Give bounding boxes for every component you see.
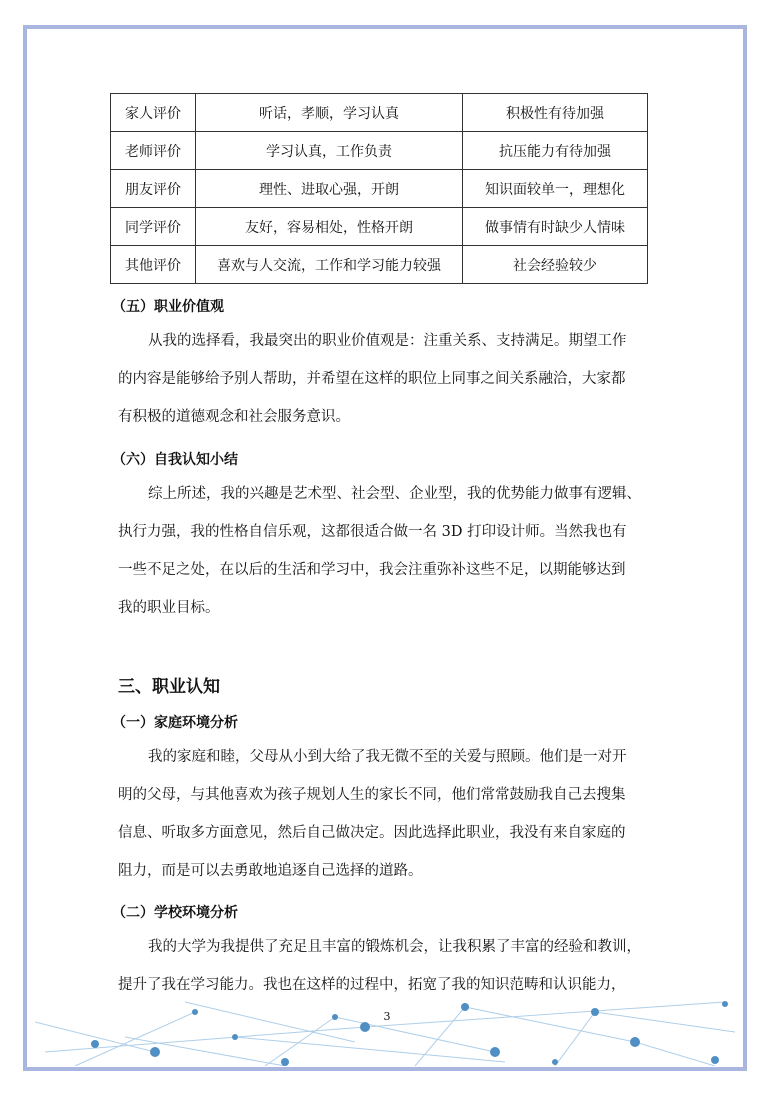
weakness-cell: 积极性有待加强 xyxy=(463,94,648,132)
evaluator-cell: 家人评价 xyxy=(111,94,196,132)
paragraph-line: 我的大学为我提供了充足且丰富的锻炼机会，让我积累了丰富的经验和教训， xyxy=(148,939,641,955)
evaluation-row xyxy=(111,132,648,170)
paragraph-line: 有积极的道德观念和社会服务意识。 xyxy=(118,409,350,425)
paragraph-line: 一些不足之处，在以后的生活和学习中，我会注重弥补这些不足，以期能够达到 xyxy=(118,562,626,578)
evaluator-cell: 同学评价 xyxy=(111,208,196,246)
evaluator-cell: 其他评价 xyxy=(111,246,196,284)
paragraph-line: 执行力强，我的性格自信乐观，这都很适合做一名 3D 打印设计师。当然我也有 xyxy=(118,524,627,540)
chapter-heading: 三、职业认知 xyxy=(118,677,220,697)
values-heading: （五）职业价值观 xyxy=(112,299,224,315)
summary-heading: （六）自我认知小结 xyxy=(112,452,238,468)
paragraph-line: 信息、听取多方面意见，然后自己做决定。因此选择此职业，我没有来自家庭的 xyxy=(118,825,626,841)
family-heading: （一）家庭环境分析 xyxy=(112,715,238,731)
paragraph-line: 我的职业目标。 xyxy=(118,600,220,616)
evaluation-row xyxy=(111,94,648,132)
paragraph-line: 我的家庭和睦，父母从小到大给了我无微不至的关爱与照顾。他们是一对开 xyxy=(148,749,627,765)
page-number: 3 xyxy=(383,1010,391,1023)
strength-cell: 喜欢与人交流，工作和学习能力较强 xyxy=(196,246,463,284)
strength-cell: 友好，容易相处，性格开朗 xyxy=(196,208,463,246)
summary-paragraph xyxy=(118,475,654,627)
weakness-cell: 做事情有时缺少人情味 xyxy=(463,208,648,246)
evaluation-row xyxy=(111,208,648,246)
school-heading: （二）学校环境分析 xyxy=(112,905,238,921)
strength-cell: 学习认真，工作负责 xyxy=(196,132,463,170)
paragraph-line: 综上所述，我的兴趣是艺术型、社会型、企业型，我的优势能力做事有逻辑、 xyxy=(148,486,641,502)
values-paragraph xyxy=(118,322,654,436)
weakness-cell: 抗压能力有待加强 xyxy=(463,132,648,170)
strength-cell: 理性、进取心强，开朗 xyxy=(196,170,463,208)
weakness-cell: 知识面较单一，理想化 xyxy=(463,170,648,208)
evaluation-row xyxy=(111,170,648,208)
evaluator-cell: 朋友评价 xyxy=(111,170,196,208)
evaluation-row xyxy=(111,246,648,284)
paragraph-line: 阻力，而是可以去勇敢地追逐自己选择的道路。 xyxy=(118,863,423,879)
footer-network-decoration xyxy=(35,982,735,1066)
evaluator-cell: 老师评价 xyxy=(111,132,196,170)
strength-cell: 听话，孝顺，学习认真 xyxy=(196,94,463,132)
paragraph-line: 的内容是能够给予别人帮助，并希望在这样的职位上同事之间关系融洽，大家都 xyxy=(118,371,626,387)
family-paragraph xyxy=(118,738,654,890)
weakness-cell: 社会经验较少 xyxy=(463,246,648,284)
paragraph-line: 明的父母，与其他喜欢为孩子规划人生的家长不同，他们常常鼓励我自己去搜集 xyxy=(118,787,626,803)
evaluation-table xyxy=(110,93,648,284)
paragraph-line: 从我的选择看，我最突出的职业价值观是：注重关系、支持满足。期望工作 xyxy=(148,333,627,349)
paragraph-line: 提升了我在学习能力。我也在这样的过程中，拓宽了我的知识范畴和认识能力， xyxy=(118,977,626,993)
